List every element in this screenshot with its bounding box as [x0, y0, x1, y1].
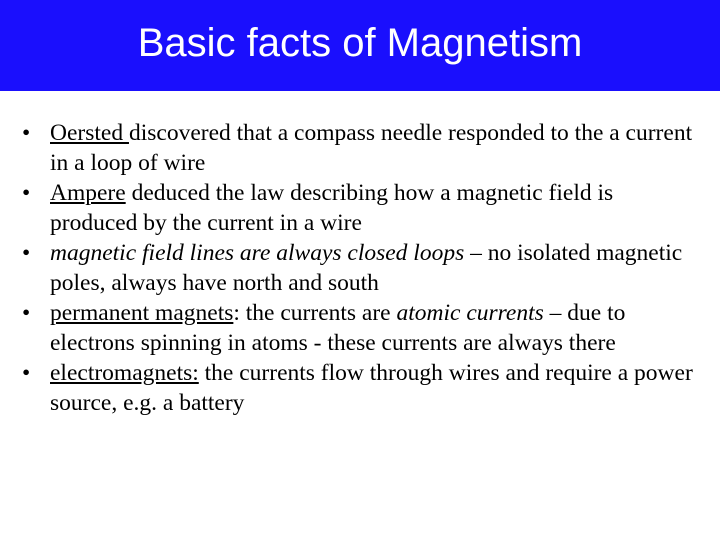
- slide-title: Basic facts of Magnetism: [137, 21, 583, 65]
- bullet-electromagnets: [22, 359, 702, 418]
- title-bar: [0, 0, 720, 91]
- bullet-text: the currents flow through wires and require a power source, e.g. a battery: [50, 360, 693, 416]
- bullet-marker: •: [22, 300, 31, 326]
- bullet-marker: •: [22, 120, 31, 146]
- bullet-field-lines: [22, 239, 702, 298]
- bullet-text: discovered that a compass needle responded to the a current in a loop of wire: [50, 120, 693, 176]
- bullet-oersted: [22, 119, 702, 178]
- bullet-emphasis: atomic currents: [396, 300, 544, 326]
- bullet-ampere: [22, 179, 702, 238]
- bullet-text: : the currents are: [233, 300, 397, 326]
- bullet-marker: •: [22, 240, 31, 266]
- bullet-text: deduced the law describing how a magnetic field is produced by the current in a wire: [50, 180, 614, 236]
- bullet-list: [22, 119, 702, 419]
- bullet-lead-term: permanent magnets: [50, 300, 234, 326]
- bullet-marker: •: [22, 360, 31, 386]
- bullet-text: – due to electrons spinning in atoms - these currents are always there: [50, 300, 626, 356]
- bullet-lead-term: magnetic field lines are always closed loops: [50, 240, 465, 266]
- bullet-text: – no isolated magnetic poles, always have north and south: [50, 240, 683, 296]
- bullet-marker: •: [22, 180, 31, 206]
- bullet-lead-term: electromagnets:: [50, 360, 199, 386]
- bullet-permanent-magnets: [22, 299, 702, 358]
- bullet-lead-term: Ampere: [50, 180, 126, 206]
- bullet-lead-term: Oersted: [50, 120, 129, 146]
